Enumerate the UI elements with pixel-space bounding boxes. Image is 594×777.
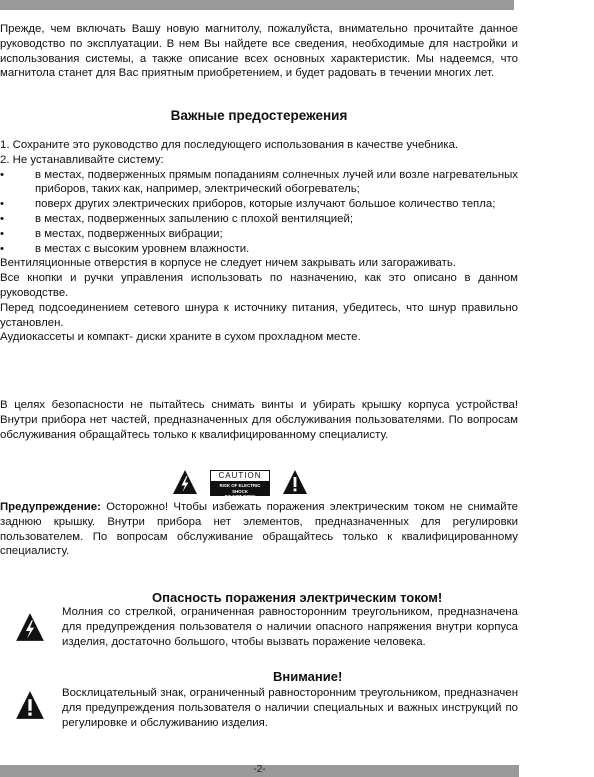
precaution-item-1: 1. Сохраните это руководство для последующего использования в качестве учебника.: [0, 139, 459, 151]
caution-label-line-2: DO NOT OPEN: [224, 494, 256, 499]
caution-label-body: [211, 482, 269, 499]
page-number: -2-: [253, 764, 266, 775]
bullet-item: • в местах, подверженных запылению с плохой вентиляцией;: [0, 212, 518, 227]
caution-label-line-1: RISK OF ELECTRIC SHOCK: [219, 483, 261, 494]
precaution-note: Перед подсоединением сетевого шнура к источнику питания, убедитесь, что шнур правильно установлен.: [0, 301, 518, 329]
intro-paragraph: [0, 22, 518, 81]
caution-label: [210, 470, 270, 499]
attention-text: Восклицательный знак, ограниченный равносторонним треугольником, предназначен для предупреждения пользователя о наличии специальных и важных инструкций по регулировке и обслуживанию изделия.: [62, 687, 518, 729]
safety-paragraph: В целях безопасности не пытайтесь снимать винты и убирать крышку корпуса устройства! Внутри прибора нет частей, предназначенных для обслуживания пользователями. По вопросам обслуживания обращайтесь только к квалифицированному специалисту.: [0, 399, 518, 441]
bullet-item: • в местах, подверженных прямым попаданиям солнечных лучей или возле нагревательных приборов, таких как, например, электрический обогреватель;: [0, 168, 518, 198]
bullet-item: • в местах с высоким уровнем влажности.: [0, 242, 518, 257]
bullet-item: • поверх других электрических приборов, которые излучают большое количество тепла;: [0, 197, 518, 212]
warning-text: Осторожно! Чтобы избежать поражения электрическим током не снимайте заднюю крышку. Внутри прибора нет элементов, предназначенных для регулировки пользователем. По вопросам обслуживание обращайтесь только к квалифицированному специалисту.: [0, 501, 518, 558]
warning-label: Предупреждение:: [0, 501, 101, 513]
shock-danger-text: Молния со стрелкой, ограниченная равносторонним треугольником, предназначена для предупреждения пользователя о наличии опасного напряжения внутри корпуса изделия, достаточно большого, чтобы вызвать поражение человека.: [62, 606, 518, 648]
precautions-title: Важные предостережения: [170, 108, 348, 123]
bullet-item: • в местах, подверженных вибрации;: [0, 227, 518, 242]
lightning-warning-icon: [15, 612, 45, 642]
caution-label-title: CAUTION: [211, 471, 269, 482]
shock-danger-title: Опасность поражения электрическим током!: [152, 590, 443, 605]
lightning-warning-icon: [172, 469, 198, 495]
exclamation-warning-icon: [282, 469, 308, 495]
attention-title: Внимание!: [273, 669, 343, 684]
precaution-note: Аудиокассеты и компакт- диски храните в сухом прохладном месте.: [0, 331, 361, 344]
precaution-item-2: 2. Не устанавливайте систему:: [0, 153, 164, 166]
precaution-note: Вентиляционные отверстия в корпусе не следует ничем закрывать или загораживать.: [0, 257, 456, 270]
placement-bullet-list: [0, 168, 518, 257]
top-bar: [0, 0, 514, 10]
precautions-section: [0, 138, 518, 345]
intro-text: Прежде, чем включать Вашу новую магнитолу, пожалуйста, внимательно прочитайте данное руководство по эксплуатации. В нем Вы найдете все сведения, необходимые для настройки и использования системы, а также описание всех основных характеристик. Мы надеемся, что магнитола станет для Вас приятным приобретением, и будет радовать в течении многих лет.: [0, 23, 518, 80]
exclamation-warning-icon: [15, 690, 45, 720]
precaution-note: Все кнопки и ручки управления использовать по назначению, как это описано в данном руководстве.: [0, 272, 518, 299]
warning-paragraph: [0, 500, 518, 559]
